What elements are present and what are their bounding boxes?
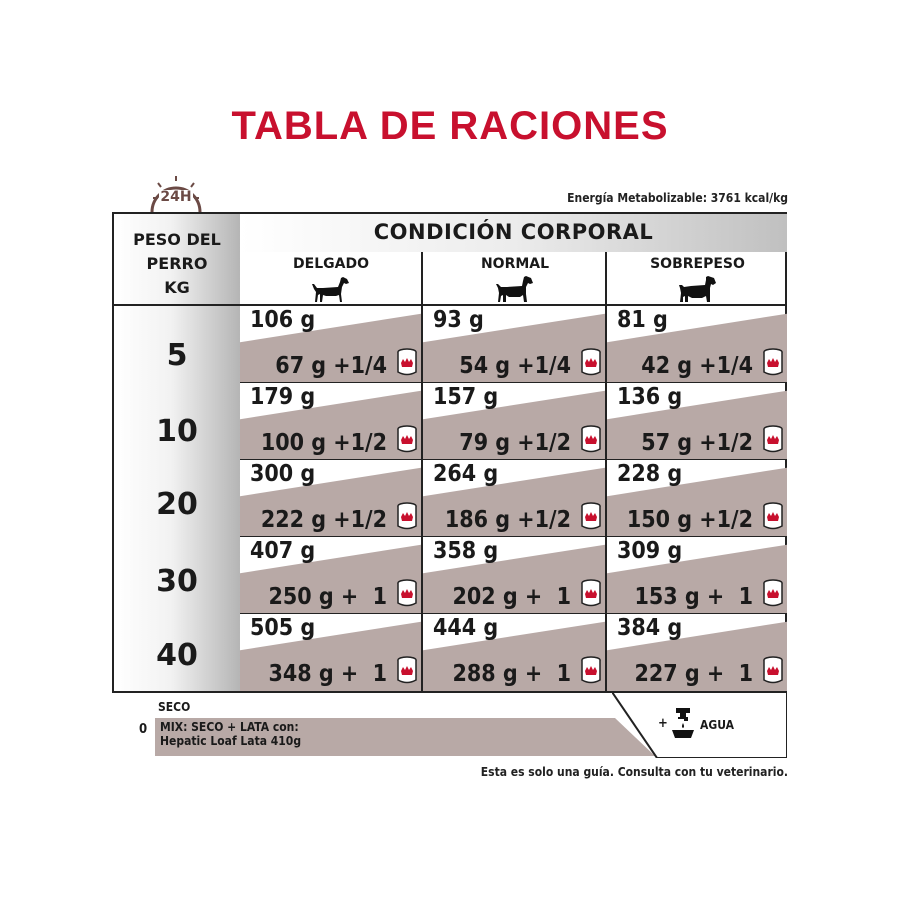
ration-cell	[607, 537, 787, 614]
divider	[607, 459, 787, 460]
weight-value: 30	[156, 564, 198, 599]
wet-food-can-icon	[396, 347, 418, 377]
dry-amount: 228 g	[617, 461, 683, 487]
mix-amount: 150 g +1/2	[626, 507, 753, 533]
weight-value: 20	[156, 487, 198, 522]
column-header-sobrepeso: SOBREPESO	[608, 252, 787, 304]
legend-agua: AGUA	[700, 718, 734, 732]
ration-cell	[607, 460, 787, 537]
divider	[240, 459, 421, 460]
ration-cell	[240, 306, 421, 383]
condition-header: CONDICIÓN CORPORAL	[373, 220, 654, 244]
wet-food-can-icon	[396, 424, 418, 454]
mix-amount: 42 g +1/4	[641, 353, 753, 379]
ration-cell	[607, 306, 787, 383]
dry-amount: 81 g	[617, 307, 668, 333]
ration-cell	[240, 460, 421, 537]
dry-amount: 444 g	[433, 615, 499, 641]
ration-cell	[607, 614, 787, 691]
ration-cell	[240, 614, 421, 691]
dry-amount: 407 g	[250, 538, 316, 564]
wet-food-can-icon	[762, 578, 784, 608]
water-tap-bowl-icon	[670, 706, 696, 740]
divider	[423, 536, 605, 537]
mix-amount: 57 g +1/2	[641, 430, 753, 456]
divider	[607, 382, 787, 383]
mix-amount: 250 g + 1	[268, 584, 387, 610]
ration-cell	[423, 306, 605, 383]
wet-food-can-icon	[396, 578, 418, 608]
ration-table	[112, 212, 787, 693]
wet-food-can-icon	[762, 501, 784, 531]
mix-amount: 222 g +1/2	[260, 507, 387, 533]
wet-food-can-icon	[762, 655, 784, 685]
ration-cell	[607, 383, 787, 460]
dry-amount: 179 g	[250, 384, 316, 410]
wet-food-can-icon	[580, 578, 602, 608]
wet-food-can-icon	[580, 501, 602, 531]
wet-food-can-icon	[396, 501, 418, 531]
divider	[607, 613, 787, 614]
dry-amount: 106 g	[250, 307, 316, 333]
dry-amount: 384 g	[617, 615, 683, 641]
page-title: TABLA DE RACIONES	[231, 104, 669, 148]
weight-header: PESO DEL PERRO KG	[133, 230, 221, 297]
divider	[423, 382, 605, 383]
dry-amount: 136 g	[617, 384, 683, 410]
mix-amount: 348 g + 1	[268, 661, 387, 687]
mix-amount: 153 g + 1	[634, 584, 753, 610]
wet-food-can-icon	[580, 424, 602, 454]
divider	[607, 536, 787, 537]
wet-food-can-icon	[580, 655, 602, 685]
mix-amount: 186 g +1/2	[444, 507, 571, 533]
dry-amount: 300 g	[250, 461, 316, 487]
weight-value: 5	[166, 338, 188, 373]
divider	[423, 459, 605, 460]
dry-amount: 264 g	[433, 461, 499, 487]
weight-value: 10	[156, 414, 198, 449]
legend-mix: MIX: SECO + LATA con: Hepatic Loaf Lata 410g	[160, 720, 302, 748]
clock-label: 24H	[160, 189, 192, 205]
energy-label: Energía Metabolizable: 3761 kcal/kg	[567, 191, 788, 205]
wet-food-can-icon	[762, 347, 784, 377]
dry-amount: 358 g	[433, 538, 499, 564]
wet-food-can-icon	[762, 424, 784, 454]
weight-value: 40	[156, 638, 198, 673]
mix-amount: 67 g +1/4	[275, 353, 387, 379]
ration-cell	[423, 460, 605, 537]
mix-amount: 79 g +1/2	[459, 430, 571, 456]
divider	[423, 613, 605, 614]
dry-amount: 505 g	[250, 615, 316, 641]
ration-cell	[423, 614, 605, 691]
mix-amount: 227 g + 1	[634, 661, 753, 687]
vet-note: Esta es solo una guía. Consulta con tu veterinario.	[480, 765, 788, 779]
mix-amount: 100 g +1/2	[260, 430, 387, 456]
divider	[240, 613, 421, 614]
ration-cell	[240, 383, 421, 460]
mix-amount: 288 g + 1	[452, 661, 571, 687]
mix-amount: 54 g +1/4	[459, 353, 571, 379]
dog-silhouette-icon	[495, 274, 535, 304]
clock-icon	[148, 172, 204, 216]
column-header-delgado: DELGADO	[240, 252, 422, 304]
dry-amount: 309 g	[617, 538, 683, 564]
dog-silhouette-icon	[678, 274, 718, 304]
legend-seco: SECO	[158, 700, 191, 714]
ration-cell	[423, 383, 605, 460]
dry-amount: 157 g	[433, 384, 499, 410]
ration-cell	[240, 537, 421, 614]
ration-cell	[423, 537, 605, 614]
mix-amount: 202 g + 1	[452, 584, 571, 610]
wet-food-can-icon	[580, 347, 602, 377]
legend-plus: +	[658, 716, 668, 731]
wet-food-can-icon	[396, 655, 418, 685]
legend-zero: 0	[139, 722, 148, 737]
dry-amount: 93 g	[433, 307, 484, 333]
divider	[240, 382, 421, 383]
column-header-normal: NORMAL	[424, 252, 606, 304]
divider	[240, 536, 421, 537]
dog-silhouette-icon	[311, 274, 351, 304]
